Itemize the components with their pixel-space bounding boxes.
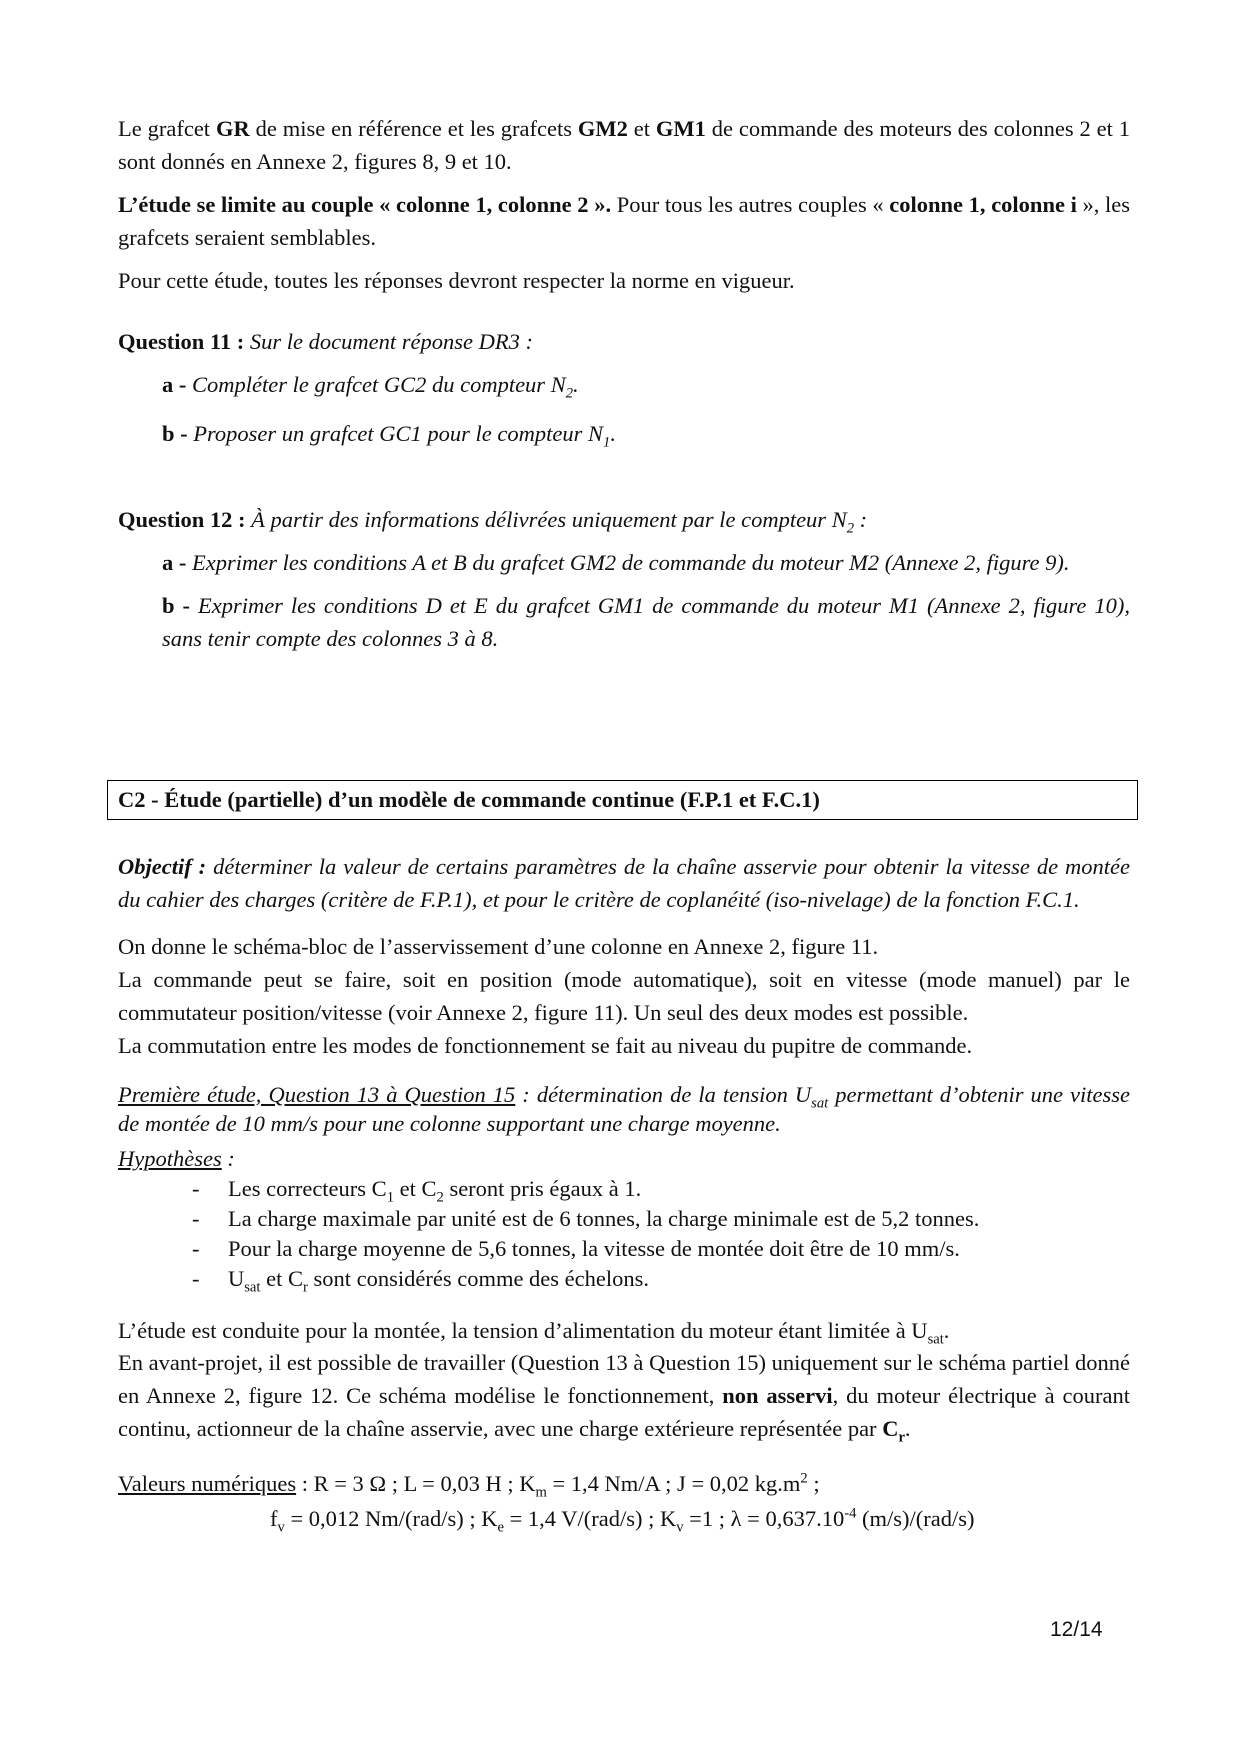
question-12: Question 12 : À partir des informations délivrées uniquement par le compteur $N_2$ : xyxy=(118,507,868,537)
question-11-b: b - Proposer un grafcet GC1 pour le compteur $N_1$. xyxy=(162,421,616,451)
question-11-a: a - Compléter le grafcet GC2 du compteur $N_2$. xyxy=(162,372,579,402)
hypotheses-label: Hypothèses : xyxy=(118,1146,235,1171)
question-12-b: b - Exprimer les conditions D et E du grafcet GM1 de commande du moteur M1 (Annexe 2, figure 10), sans tenir compte des colonnes 3 à 8. xyxy=(162,593,1130,651)
body-line-2: La commande peut se faire, soit en position (mode automatique), soit en vitesse (mode manuel) par le commutateur position/vitesse (voir Annexe 2, figure 11). Un seul des deux modes est possible. xyxy=(118,967,1130,1025)
etude2-line-1: L’étude est conduite pour la montée, la tension d’alimentation du moteur étant limitée à $U_{sat}$. xyxy=(118,1318,950,1348)
hypotheses-list xyxy=(118,1174,1130,1294)
body-line-1: On donne le schéma-bloc de l’asservissement d’une colonne en Annexe 2, figure 11. xyxy=(118,934,879,959)
intro-paragraph-3: Pour cette étude, toutes les réponses devront respecter la norme en vigueur. xyxy=(118,268,795,293)
question-11: Question 11 : Sur le document réponse DR3 : xyxy=(118,329,533,354)
intro-paragraph-1: Le grafcet GR de mise en référence et les grafcets GM2 et GM1 de commande des moteurs des colonnes 2 et 1 sont donnés en Annexe 2, figures 8, 9 et 10. xyxy=(118,116,1130,174)
section-title-box: C2 - Étude (partielle) d’un modèle de commande continue (F.P.1 et F.C.1) xyxy=(107,780,1138,820)
hypothesis-1: - Les correcteurs $C_1$ et $C_2$ seront pris égaux à 1. xyxy=(192,1174,1130,1204)
page-content xyxy=(118,112,1130,655)
hypothesis-3: - Pour la charge moyenne de 5,6 tonnes, la vitesse de montée doit être de 10 mm/s. xyxy=(192,1234,1130,1264)
valeurs-line-2: $f_v = 0,012$ Nm/(rad/s) ; $K_e = 1,4$ V/(rad/s) ; $K_v =1$ ; $\lambda = 0,637.10^{-4}$ (m/s)/(rad/s) xyxy=(270,1505,975,1536)
etude-paragraph: Première étude, Question 13 à Question 15 : détermination de la tension $U_{sat}$ permettant d’obtenir une vitesse de montée de 10 mm/s pour une colonne supportant une charge moyenne. xyxy=(118,1082,1130,1136)
objectif-paragraph: Objectif : déterminer la valeur de certains paramètres de la chaîne asservie pour obtenir la vitesse de montée du cahier des charges (critère de F.P.1), et pour le critère de coplanéité (iso-nivelage) de la fonction F.C.1. xyxy=(118,854,1130,912)
page-content-2 xyxy=(118,850,1130,1535)
page-number: 12/14 xyxy=(1050,1618,1103,1641)
intro-paragraph-2: L’étude se limite au couple « colonne 1, colonne 2 ». Pour tous les autres couples « colonne 1, colonne i », les grafcets seraient semblables. xyxy=(118,192,1130,250)
question-12-a: a - Exprimer les conditions A et B du grafcet GM2 de commande du moteur M2 (Annexe 2, figure 9). xyxy=(162,550,1070,575)
hypothesis-2: - La charge maximale par unité est de 6 tonnes, la charge minimale est de 5,2 tonnes. xyxy=(192,1204,1130,1234)
body-line-3: La commutation entre les modes de fonctionnement se fait au niveau du pupitre de commande. xyxy=(118,1033,973,1058)
hypothesis-4: - $U_{sat}$ et $C_r$ sont considérés comme des échelons. xyxy=(192,1264,1130,1294)
valeurs-line-1: Valeurs numériques : R = 3 Ω ; L = 0,03 H ; $K_m = 1,4$ Nm/A ; J = 0,02 $kg.m^2$ ; xyxy=(118,1470,820,1501)
etude2-line-2: En avant-projet, il est possible de travailler (Question 13 à Question 15) uniquement sur le schéma partiel donné en Annexe 2, figure 12. Ce schéma modélise le fonctionnement, non asservi, du moteur électrique à courant continu, actionneur de la chaîne asservie, avec une charge extérieure représentée par $C_r$. xyxy=(118,1350,1130,1446)
